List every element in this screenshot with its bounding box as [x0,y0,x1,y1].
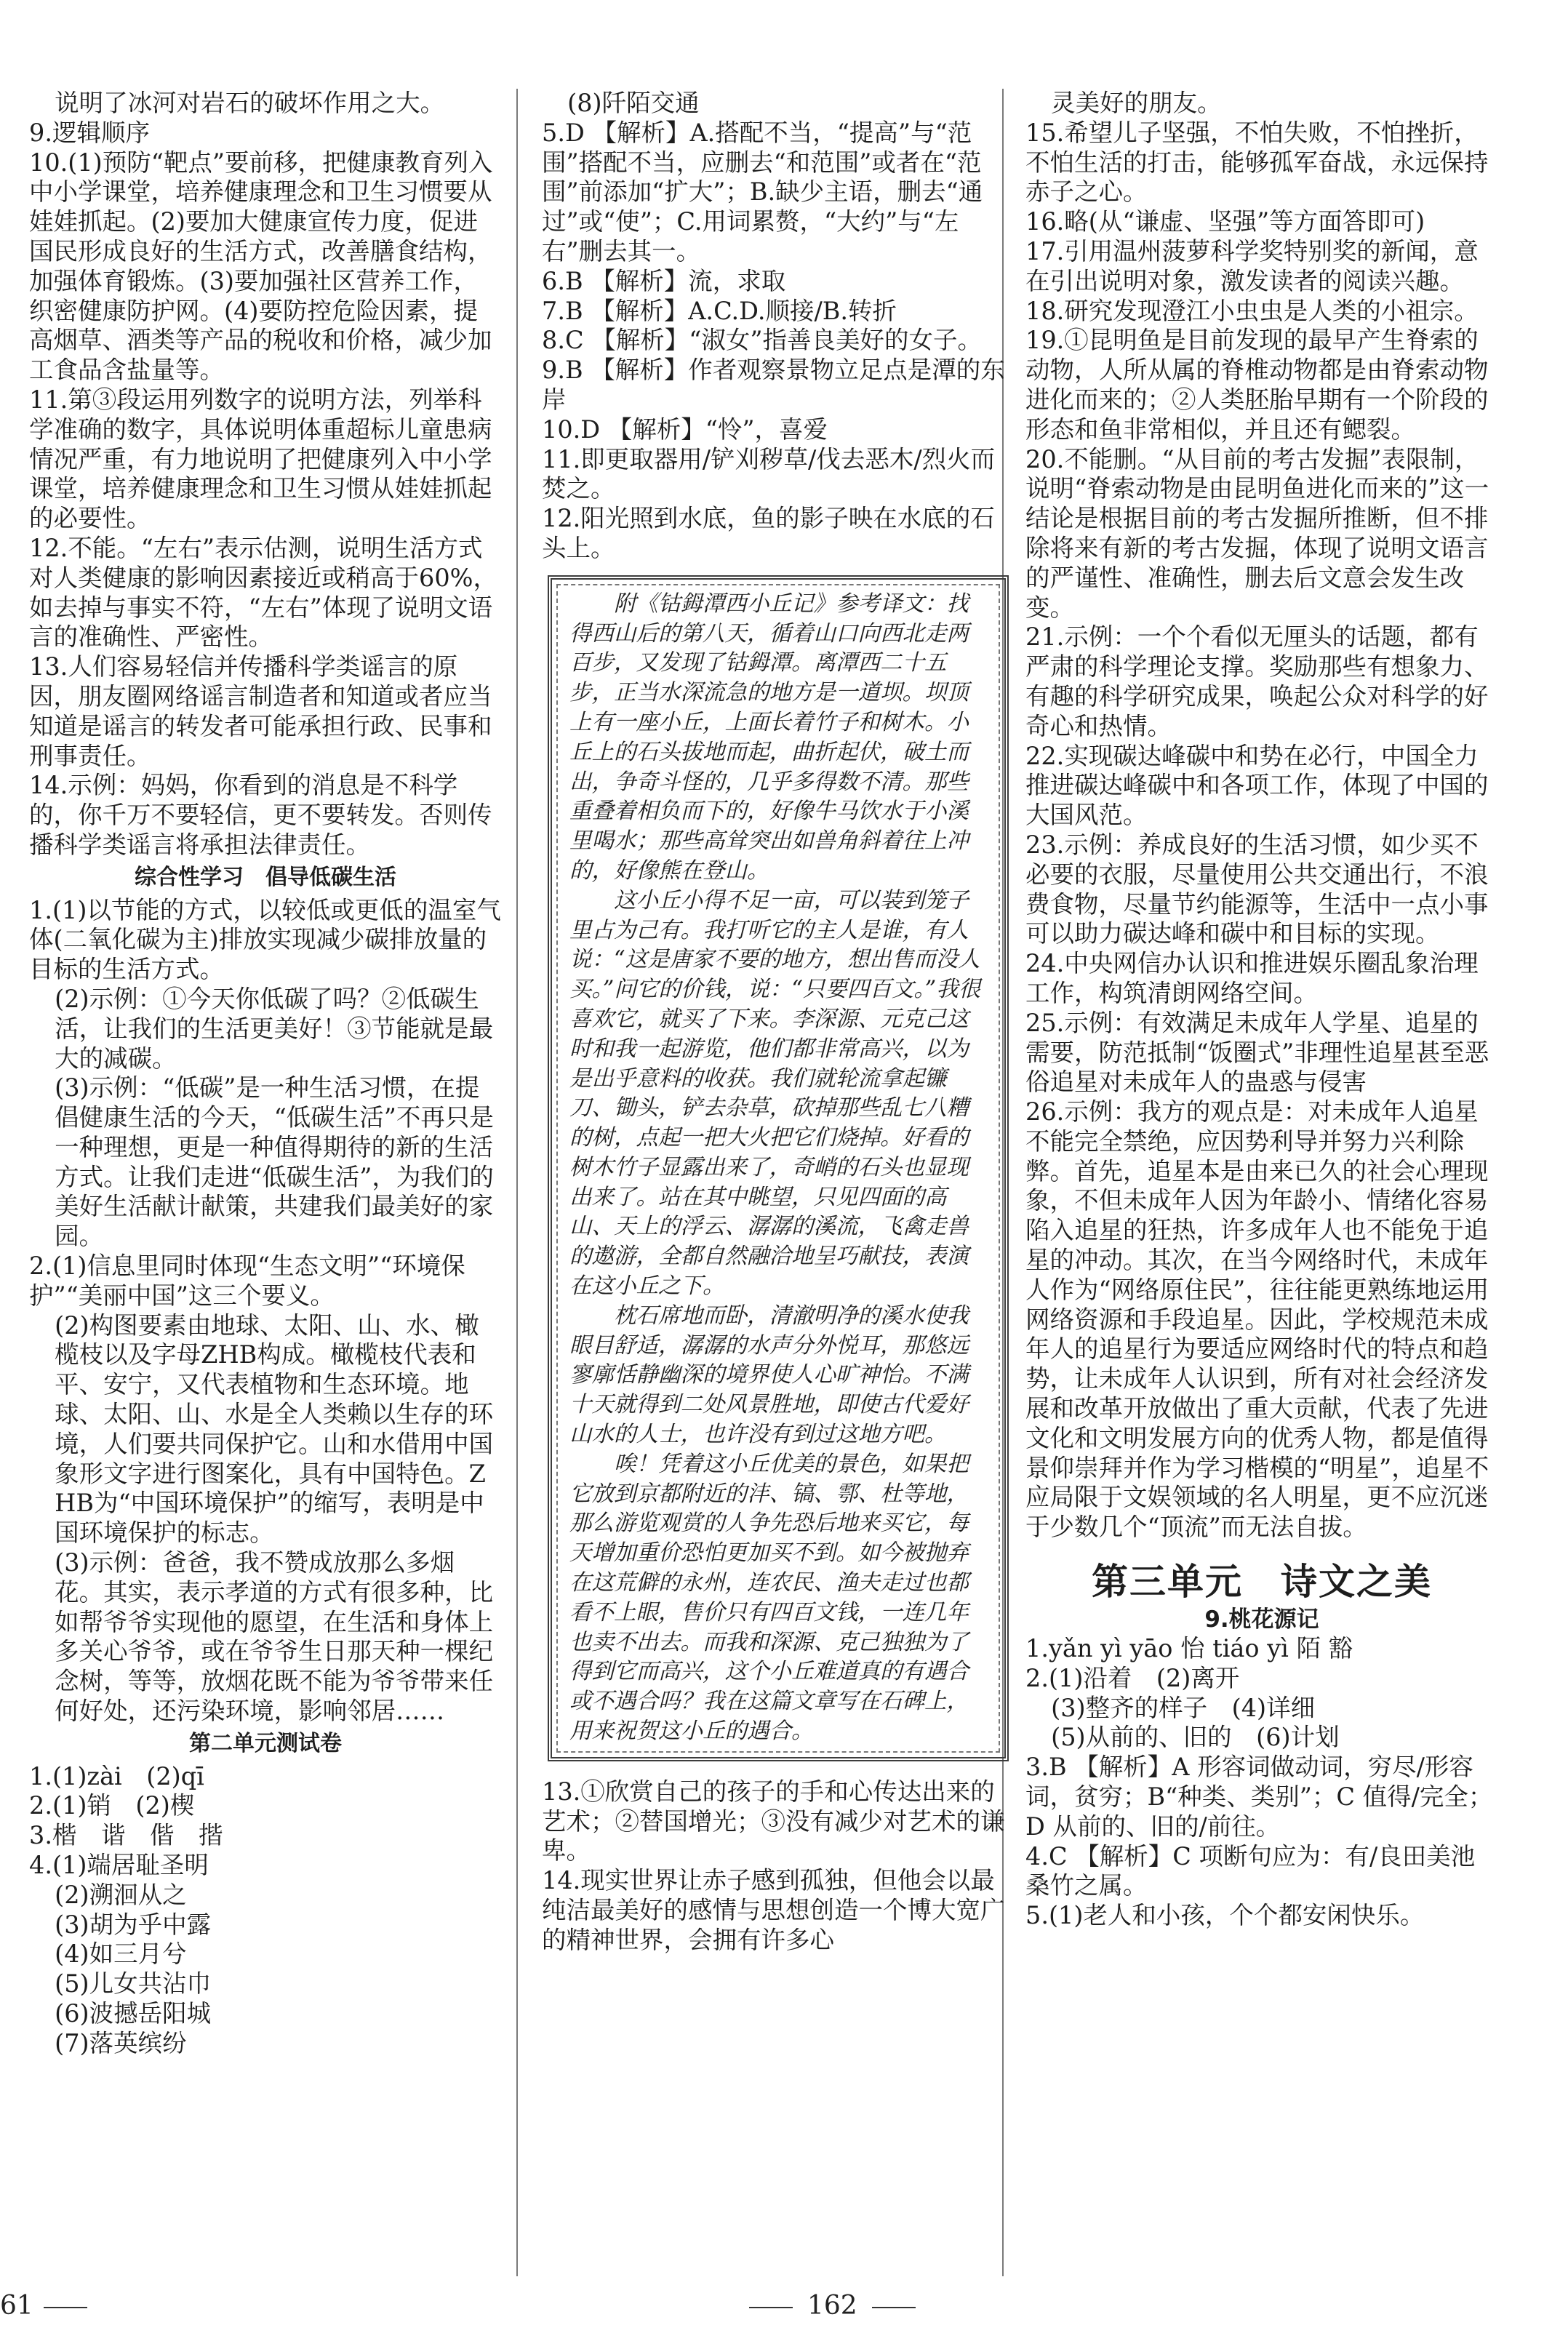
test-title: 第二单元测试卷 [189,1730,342,1756]
answer-line: 22.实现碳达峰碳中和势在必行，中国全力推进碳达峰碳中和各项工作，体现了中国的大国风范。 [1025,741,1489,830]
answer-line: 12.不能。“左右”表示估测，说明生活方式对人类健康的影响因素接近或稍高于60%，如去掉与事实不符，“左右”体现了说明文语言的准确性、严密性。 [29,533,497,652]
answer-column-3 [1025,89,1498,1931]
answer-line: 11.第③段运用列数字的说明方法，列举科学准确的数字，具体说明体重超标儿童患病情况严重，有力地说明了把健康列入中小学课堂，培养健康理念和卫生习惯从娃娃抓起的必要性。 [29,385,492,533]
answer-line: 3.B 【解析】A 形容词做动词，穷尽/形容词，贫穷；B“种类、类别”；C 值得/完全；D 从前的、旧的/前往。 [1025,1753,1493,1841]
answer-line: 17.引用温州菠萝科学奖特别奖的新闻，意在引出说明对象，激发读者的阅读兴趣。 [1025,236,1479,295]
answer-line: 6.B 【解析】流，求取 [542,266,786,295]
page-number: 162 [735,2291,930,2321]
answer-line: (2)示例：①今天你低碳了吗？②低碳生活，让我们的生活更美好！③节能就是最大的减碳。 [55,984,494,1073]
answer-line: 3.楷 谐 偕 揩 [29,1821,223,1850]
column-divider [516,89,518,2276]
answer-line: 2.(1)信息里同时体现“生态文明”“环境保护”“美丽中国”这三个要义。 [29,1252,465,1310]
answer-list [29,89,502,860]
translation-paragraph: 这小丘小得不足一亩，可以装到笼子里占为己有。我打听它的主人是谁，有人说：“这是唐家不要的地方，想出售而没人买。”问它的价钱，说：“只要四百文。”我很喜欢它，就买了下来。李深源、元克己这时和我一起游览，他们都非常高兴，以为是出乎意料的收获。我们就轮流拿起镰刀、锄头，铲去杂草，砍掉那些乱七八糟的树，点起一把大火把它们烧掉。好看的树木竹子显露出来了，奇峭的石头也显现出来了。站在其中眺望，只见四面的高山、天上的浮云、潺潺的溪流，飞禽走兽的遨游，全都自然融洽地呈巧献技，表演在这小丘之下。 [569,887,981,1300]
answer-line: 20.不能删。“从目前的考古发掘”表限制，说明“脊索动物是由昆明鱼进化而来的”这一结论是根据目前的考古发掘所推断，但不排除将来有新的考古发掘，体现了说明文语言的严谨性、准确性，删去后文意会发生改变。 [1025,444,1489,622]
answer-line: (3)整齐的样子 (4)详细 [1051,1693,1316,1722]
answer-line: 26.示例：我方的观点是：对未成年人追星不能完全禁绝，应因势利导并努力兴利除弊。首先，追星本是由来已久的社会心理现象，不但未成年人因为年龄小、情绪化容易陷入追星的狂热，许多成年人也不能免于追星的冲动。其次，在当今网络时代，未成年人作为“网络原住民”，往往能更熟练地运用网络资源和手段追星。因此，学校规范未成年人的追星行为要适应网络时代的特点和趋势，让未成年人认识到，所有对社会经济发展和改革开放做出了重大贡献，代表了先进文化和文明发展方向的优秀人物，都是值得景仰崇拜并作为学习楷模的“明星”，追星不应局限于文娱领域的名人明星，更不应沉迷于少数几个“顶流”而无法自拔。 [1025,1097,1489,1542]
answer-line: 4.C 【解析】C 项断句应为：有/良田美池桑竹之属。 [1025,1841,1476,1900]
translation-paragraph: 附《钴鉧潭西小丘记》参考译文：找得西山后的第八天，循着山口向西北走两百步，又发现了钴鉧潭。离潭西二十五步，正当水深流急的地方是一道坝。坝顶上有一座小丘，上面长着竹子和树木。小丘上的石头拔地而起，曲折起伏，破土而出，争奇斗怪的，几乎多得数不清。那些重叠着相负而下的，好像牛马饮水于小溪里喝水；那些高耸突出如兽角斜着往上冲的，好像熊在登山。 [569,591,969,884]
answer-line: 25.示例：有效满足未成年人学星、追星的需要，防范抵制“饭圈式”非理性追星甚至恶俗追星对未成年人的蛊惑与侵害 [1025,1008,1489,1097]
answer-line: 1.(1)zài (2)qī [29,1761,204,1790]
translation-paragraph: 枕石席地而卧，清澈明净的溪水使我眼目舒适，潺潺的水声分外悦耳，那悠远寥廓恬静幽深的境界使人心旷神怡。不满十天就得到二处风景胜地，即使古代爱好山水的人士，也许没有到过这地方吧。 [569,1302,969,1448]
answer-line: (8)阡陌交通 [567,89,700,117]
answer-line: (4)如三月兮 [55,1940,187,1969]
section-title: 综合性学习 倡导低碳生活 [135,864,396,890]
answer-line: (2)构图要素由地球、太阳、山、水、橄榄枝以及字母ZHB构成。橄榄枝代表和平、安宁，又代表植物和生态环境。地球、太阳、山、水是全人类赖以生存的环境，人们要共同保护它。山和水借用中国象形文字进行图案化，具有中国特色。ZHB为“中国环境保护”的缩写，表明是中国环境保护的标志。 [55,1310,494,1548]
answer-column-2 [542,89,1015,1956]
answer-line: 8.C 【解析】“淑女”指善良美好的女子。 [542,326,982,355]
answer-list [29,1762,502,2059]
answer-line: (7)落英缤纷 [55,2028,187,2057]
answer-line: 10.D 【解析】“怜”，喜爱 [542,415,828,444]
previous-page-number: 61 [0,2291,87,2321]
answer-line: 14.现实世界让赤子感到孤独，但他会以最纯洁最美好的感情与思想创造一个博大宽广的精神世界，会拥有许多心 [542,1866,1005,1954]
answer-line: 10.(1)预防“靶点”要前移，把健康教育列入中小学课堂，培养健康理念和卫生习惯要从娃娃抓起。(2)要加大健康宣传力度，促进国民形成良好的生活方式，改善膳食结构，加强体育锻炼。(3)要加强社区营养工作，织密健康防护网。(4)要防控危险因素，提高烟草、酒类等产品的税收和价格，减少加工食品含盐量等。 [29,148,493,385]
translation-box [548,575,1009,1761]
answer-line: (5)从前的、旧的 (6)计划 [1051,1723,1340,1752]
answer-line: 9.B 【解析】作者观察景物立足点是潭的东岸 [542,356,1005,414]
answer-line: 1.(1)以节能的方式，以较低或更低的温室气体(二氧化碳为主)排放实现减少碳排放量的目标的生活方式。 [29,895,501,984]
answer-line: 9.逻辑顺序 [29,118,150,147]
answer-line: (3)胡为乎中露 [55,1910,212,1939]
unit-title: 第三单元 诗文之美 [1092,1561,1432,1604]
answer-list [1025,1634,1498,1931]
answer-column-1 [29,89,502,2059]
answer-line: 18.研究发现澄江小虫虫是人类的小祖宗。 [1025,296,1479,325]
answer-line: 19.①昆明鱼是目前发现的最早产生脊索的动物，人所从属的脊椎动物都是由脊索动物进化而来的；②人类胚胎早期有一个阶段的形态和鱼非常相似，并且还有鳃裂。 [1025,326,1489,444]
answer-line: 灵美好的朋友。 [1051,89,1222,117]
answer-line: (3)示例：“低碳”是一种生活习惯，在提倡健康生活的今天，“低碳生活”不再只是一种理想，更是一种值得期待的新的生活方式。让我们走进“低碳生活”，为我们的美好生活献计献策，共建我们最美好的家园。 [55,1073,494,1251]
answer-line: (3)示例：爸爸，我不赞成放那么多烟花。其实，表示孝道的方式有很多种，比如帮爷爷实现他的愿望，在生活和身体上多关心爷爷，或在爷爷生日那天种一棵纪念树，等等，放烟花既不能为爷爷带来任何好处，还污染环境，影响邻居…… [55,1548,494,1726]
answer-list [542,1777,1015,1956]
answer-list [542,89,1015,564]
answer-line: 1.yǎn yì yāo 怡 tiáo yì 陌 豁 [1025,1634,1353,1663]
answer-line: 16.略(从“谦虚、坚强”等方面答即可) [1025,207,1425,236]
answer-line: 15.希望儿子坚强，不怕失败，不怕挫折，不怕生活的打击，能够孤军奋战，永远保持赤子之心。 [1025,118,1489,207]
answer-line: 14.示例：妈妈，你看到的消息是不科学的，你千万不要轻信，更不要转发。否则传播科学类谣言将承担法律责任。 [29,771,492,859]
answer-list [29,896,502,1726]
answer-line: 13.人们容易轻信并传播科学类谣言的原因，朋友圈网络谣言制造者和知道或者应当知道是谣言的转发者可能承担行政、民事和刑事责任。 [29,652,492,770]
answer-line: 5.D 【解析】A.搭配不当，“提高”与“范围”搭配不当，应删去“和范围”或者在“范围”前添加“扩大”；B.缺少主语，删去“通过”或“使”；C.用词累赘，“大约”与“左右”删去其一。 [542,118,983,265]
translation-paragraph: 唉！凭着这小丘优美的景色，如果把它放到京都附近的沣、镐、鄠、杜等地，那么游览观赏的人争先恐后地来买它，每天增加重价恐怕更加买不到。如今被抛弃在这荒僻的永州，连农民、渔夫走过也都看不上眼，售价只有四百文钱，一连几年也卖不出去。而我和深源、克己独独为了得到它而高兴，这个小丘难道真的有遇合或不遇合吗？我在这篇文章写在石碑上，用来祝贺这小丘的遇合。 [569,1451,969,1745]
answer-line: 5.(1)老人和小孩，个个都安闲快乐。 [1025,1901,1425,1930]
answer-line: 24.中央网信办认识和推进娱乐圈乱象治理工作，构筑清朗网络空间。 [1025,949,1479,1007]
lesson-title: 9.桃花源记 [1204,1606,1319,1633]
answer-line: (2)溯洄从之 [55,1880,187,1909]
answer-line: 2.(1)沿着 (2)离开 [1025,1663,1240,1692]
answer-list [1025,89,1498,1542]
answer-line: 11.即更取器用/铲刈秽草/伐去恶木/烈火而焚之。 [542,444,996,503]
answer-line: 21.示例：一个个看似无厘头的话题，都有严肃的科学理论支撑。奖励那些有想象力、有趣的科学研究成果，唤起公众对科学的好奇心和热情。 [1025,623,1489,740]
answer-line: 2.(1)销 (2)楔 [29,1791,195,1820]
answer-line: 23.示例：养成良好的生活习惯，如少买不必要的衣服，尽量使用公共交通出行，不浪费食物，尽量节约能源等，生活中一点小事可以助力碳达峰和碳中和目标的实现。 [1025,830,1489,948]
answer-line: 4.(1)端居耻圣明 [29,1851,209,1880]
answer-line: (5)儿女共沾巾 [55,1969,212,1998]
answer-line: 7.B 【解析】A.C.D.顺接/B.转折 [542,296,897,325]
answer-line: (6)波撼岳阳城 [55,1999,212,2028]
answer-line: 13.①欣赏自己的孩子的手和心传达出来的艺术；②替国增光；③没有减少对艺术的谦卑。 [542,1777,1005,1865]
answer-line: 说明了冰河对岩石的破坏作用之大。 [55,89,445,117]
answer-line: 12.阳光照到水底，鱼的影子映在水底的石头上。 [542,504,995,562]
